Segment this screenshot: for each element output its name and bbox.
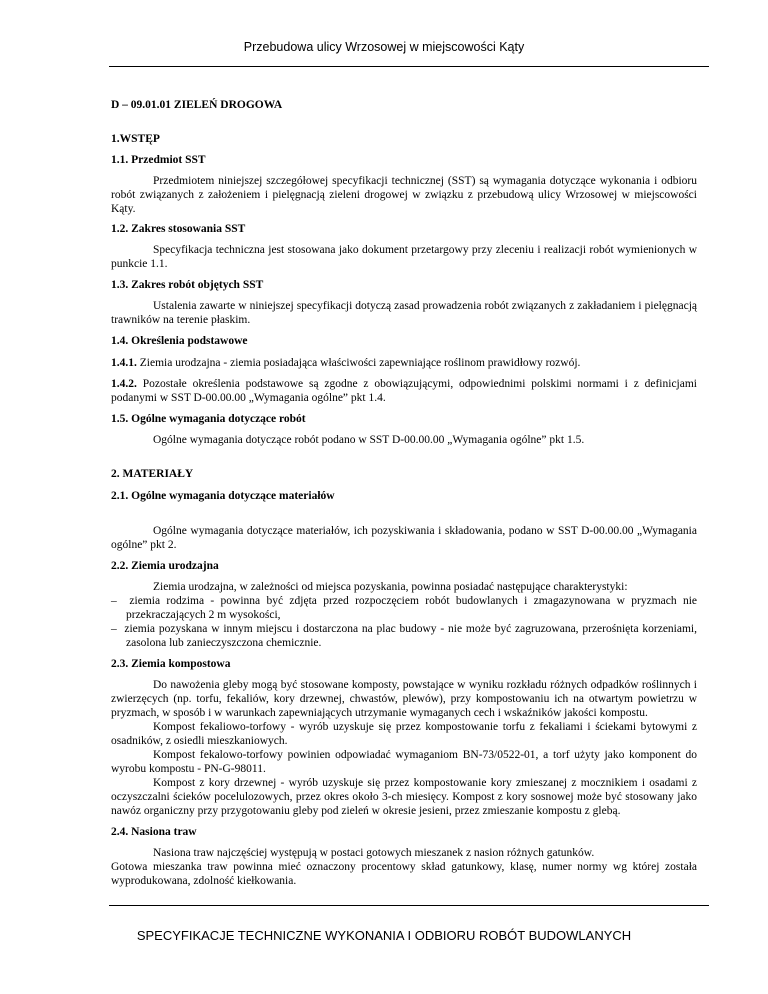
section-1-1-heading: 1.1. Przedmiot SST: [111, 154, 206, 166]
section-1-5-heading: 1.5. Ogólne wymagania dotyczące robót: [111, 413, 306, 425]
section-1-4-1: [111, 356, 697, 370]
section-2-2-dash-2: – ziemia pozyskana w innym miejscu i dostarczona na plac budowy - nie może być zagruzowana, przerośnięta korzeniami, zasolona lub zanieczyszczona chemicznie.: [111, 623, 697, 649]
section-2-heading: 2. MATERIAŁY: [111, 468, 194, 480]
section-1-heading: 1.WSTĘP: [111, 133, 160, 145]
section-2-3-text-2: Kompost fekaliowo-torfowy - wyrób uzyskuje się przez kompostowanie torfu z fekaliami i ściekami bytowymi z osadników, z osiedli mieszkaniowych.: [111, 721, 697, 747]
section-2-4-heading: 2.4. Nasiona traw: [111, 826, 197, 838]
section-2-2-text: Ziemia urodzajna, w zależności od miejsca pozyskania, powinna posiadać następujące charakterystyki:: [153, 581, 628, 593]
section-2-3-text-3: Kompost fekalowo-torfowy powinien odpowiadać wymaganiom BN-73/0522-01, a torf użyty jako komponent do wyrobu kompostu - PN-G-98011.: [111, 749, 697, 775]
section-1-4-2-text: Pozostałe określenia podstawowe są zgodne z obowiązującymi, odpowiednimi polskimi normami i z definicjami podanymi w SST D-00.00.00 „Wymagania ogólne” pkt 1.4.: [111, 378, 697, 404]
section-1-4-1-number: 1.4.1.: [111, 357, 137, 369]
section-2-3-heading: 2.3. Ziemia kompostowa: [111, 658, 231, 670]
section-1-5-text: Ogólne wymagania dotyczące robót podano w SST D-00.00.00 „Wymagania ogólne” pkt 1.5.: [153, 434, 585, 446]
document-title: D – 09.01.01 ZIELEŃ DROGOWA: [111, 99, 283, 111]
section-2-3-text-1: Do nawożenia gleby mogą być stosowane komposty, powstające w wyniku rozkładu różnych odpadków roślinnych i zwierzęcych (np. torfu, fekaliów, kory drzewnej, chwastów, plewów), przy kompostowaniu ich na otwartym powietrzu w pryzmach, w sposób i w warunkach zapewniających utrzymanie wymaganych cech i wskaźników jakości kompostu.: [111, 679, 697, 719]
section-1-4-2: [111, 377, 697, 405]
section-2-4-text-1: Nasiona traw najczęściej występują w postaci gotowych mieszanek z nasion różnych gatunków.: [153, 847, 595, 859]
section-1-4-1-text: Ziemia urodzajna - ziemia posiadająca właściwości zapewniające roślinom prawidłowy rozwój.: [136, 357, 581, 369]
section-2-4-text-2: Gotowa mieszanka traw powinna mieć oznaczony procentowy skład gatunkowy, klasę, numer normy wg której została wyprodukowana, zdolność kiełkowania.: [111, 861, 697, 887]
footer-rule: [109, 905, 709, 906]
section-2-1-heading: 2.1. Ogólne wymagania dotyczące materiałów: [111, 490, 335, 502]
section-1-2-text: Specyfikacja techniczna jest stosowana jako dokument przetargowy przy zleceniu i realizacji robót wymienionych w punkcie 1.1.: [111, 244, 697, 270]
section-2-2-heading: 2.2. Ziemia urodzajna: [111, 560, 219, 572]
section-2-2-dash-1: – ziemia rodzima - powinna być zdjęta przed rozpoczęciem robót budowlanych i zmagazynowana w pryzmach nie przekraczających 2 m wysokości,: [111, 595, 697, 621]
section-1-4-heading: 1.4. Określenia podstawowe: [111, 335, 248, 347]
section-2-1-text: Ogólne wymagania dotyczące materiałów, ich pozyskiwania i składowania, podano w SST D-00.00.00 „Wymagania ogólne” pkt 2.: [111, 525, 697, 551]
header-rule: [109, 66, 709, 67]
page-footer: SPECYFIKACJE TECHNICZNE WYKONANIA I ODBIORU ROBÓT BUDOWLANYCH: [136, 928, 632, 943]
section-1-1-text: Przedmiotem niniejszej szczegółowej specyfikacji technicznej (SST) są wymagania dotyczące wykonania i odbioru robót związanych z założeniem i pielęgnacją zieleni drogowej w związku z przebudową ulicy Wrzosowej w miejscowości Kąty.: [111, 175, 697, 215]
section-1-2-heading: 1.2. Zakres stosowania SST: [111, 223, 246, 235]
section-1-4-2-number: 1.4.2.: [111, 378, 137, 390]
document-body: [111, 98, 697, 888]
section-2-3-text-4: Kompost z kory drzewnej - wyrób uzyskuje się przez kompostowanie kory zmieszanej z mocznikiem i osadami z oczyszczalni ścieków pocelulozowych, przez okres około 3-ch miesięcy. Kompost z kory sosnowej może być stosowany jako nawóz organiczny przy przygotowaniu gleby pod zieleń w okresie jesieni, przez zmieszanie kompostu z glebą.: [111, 777, 697, 817]
section-1-3-heading: 1.3. Zakres robót objętych SST: [111, 279, 264, 291]
page-header: Przebudowa ulicy Wrzosowej w miejscowości Kąty: [243, 40, 525, 54]
section-1-3-text: Ustalenia zawarte w niniejszej specyfikacji dotyczą zasad prowadzenia robót związanych z zakładaniem i pielęgnacją trawników na terenie płaskim.: [111, 300, 697, 326]
